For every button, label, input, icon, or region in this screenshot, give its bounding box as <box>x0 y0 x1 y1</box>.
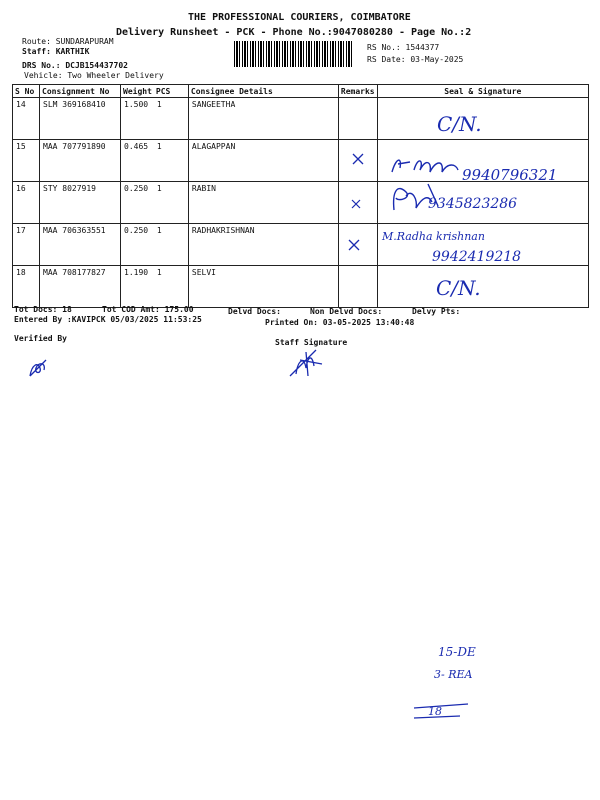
cell-consignment: MAA 707791890 <box>40 140 121 182</box>
col-remarks: Remarks <box>338 85 377 98</box>
staff-signature-label: Staff Signature <box>275 338 348 347</box>
cell-consignee: SANGEETHA <box>188 98 338 140</box>
remark-mark-row16 <box>350 198 362 210</box>
vehicle-label: Vehicle: Two Wheeler Delivery <box>24 71 164 80</box>
table-header-row <box>13 85 589 98</box>
non-delivered-docs: Non Delvd Docs: <box>310 307 383 316</box>
cell-weight: 0.250 <box>121 182 154 224</box>
col-consignee: Consignee Details <box>188 85 338 98</box>
cell-weight: 0.465 <box>121 140 154 182</box>
handwritten-tally-returned: 3- REA <box>434 668 473 681</box>
cell-sno: 16 <box>13 182 40 224</box>
runsheet-title: Delivery Runsheet - PCK - Phone No.:9047080280 - Page No.:2 <box>116 27 472 38</box>
company-name: THE PROFESSIONAL COURIERS, COIMBATORE <box>188 12 411 23</box>
cell-pcs: 1 <box>154 98 189 140</box>
cell-sno: 17 <box>13 224 40 266</box>
handwritten-tally-total: 18 <box>428 705 442 718</box>
cell-remarks <box>338 266 377 308</box>
signature-row15 <box>388 150 468 178</box>
remark-mark-row15 <box>351 152 365 166</box>
total-docs: Tot Docs: 18 <box>14 305 72 314</box>
cell-weight: 0.250 <box>121 224 154 266</box>
rs-date: RS Date: 03-May-2025 <box>367 55 464 64</box>
verified-by-signature <box>26 356 50 380</box>
table-row <box>13 266 589 308</box>
cell-consignee: RADHAKRISHNAN <box>188 224 338 266</box>
handwritten-tally-delivered: 15-DE <box>438 645 476 659</box>
cell-seal <box>377 266 588 308</box>
remark-mark-row17 <box>347 238 361 252</box>
barcode-image <box>234 41 352 67</box>
cell-consignment: STY 8027919 <box>40 182 121 224</box>
total-cod-amount: Tot COD Amt: 175.00 <box>102 305 194 314</box>
cell-remarks <box>338 98 377 140</box>
staff-signature-mark <box>286 346 326 380</box>
col-sno: S No <box>13 85 40 98</box>
staff-label: Staff: KARTHIK <box>22 47 90 56</box>
verified-by-label: Verified By <box>14 334 67 343</box>
cell-consignee: ALAGAPPAN <box>188 140 338 182</box>
col-seal: Seal & Signature <box>377 85 588 98</box>
cell-sno: 15 <box>13 140 40 182</box>
handwritten-name-row17: M.Radha krishnan <box>382 230 485 243</box>
cell-pcs: 1 <box>154 182 189 224</box>
handwritten-phone-row16: 9345823286 <box>428 196 518 212</box>
col-consignment: Consignment No <box>40 85 121 98</box>
table-row <box>13 98 589 140</box>
cell-pcs: 1 <box>154 224 189 266</box>
printed-on: Printed On: 03-05-2025 13:40:48 <box>265 318 415 327</box>
drs-label: DRS No.: DCJB154437702 <box>22 61 128 70</box>
col-pcs: PCS <box>154 85 189 98</box>
tally-divider <box>412 700 472 720</box>
cell-weight: 1.190 <box>121 266 154 308</box>
delivered-docs: Delvd Docs: <box>228 307 281 316</box>
cell-sno: 18 <box>13 266 40 308</box>
cell-consignment: MAA 706363551 <box>40 224 121 266</box>
handwritten-cn-row14: C/N. <box>437 112 482 136</box>
cell-consignment: MAA 708177827 <box>40 266 121 308</box>
cell-seal <box>377 98 588 140</box>
cell-consignment: SLM 369168410 <box>40 98 121 140</box>
handwritten-phone-row17: 9942419218 <box>432 249 522 265</box>
cell-pcs: 1 <box>154 140 189 182</box>
handwritten-phone-row15: 9940796321 <box>462 166 558 184</box>
col-weight: Weight <box>121 85 154 98</box>
delivery-points: Delvy Pts: <box>412 307 461 316</box>
cell-consignee: SELVI <box>188 266 338 308</box>
cell-consignee: RABIN <box>188 182 338 224</box>
cell-weight: 1.500 <box>121 98 154 140</box>
cell-sno: 14 <box>13 98 40 140</box>
handwritten-cn-row18: C/N. <box>436 276 481 300</box>
cell-pcs: 1 <box>154 266 189 308</box>
entered-by: Entered By :KAVIPCK 05/03/2025 11:53:25 <box>14 315 202 324</box>
route-label: Route: SUNDARAPURAM <box>22 37 114 46</box>
rs-number: RS No.: 1544377 <box>367 43 440 52</box>
